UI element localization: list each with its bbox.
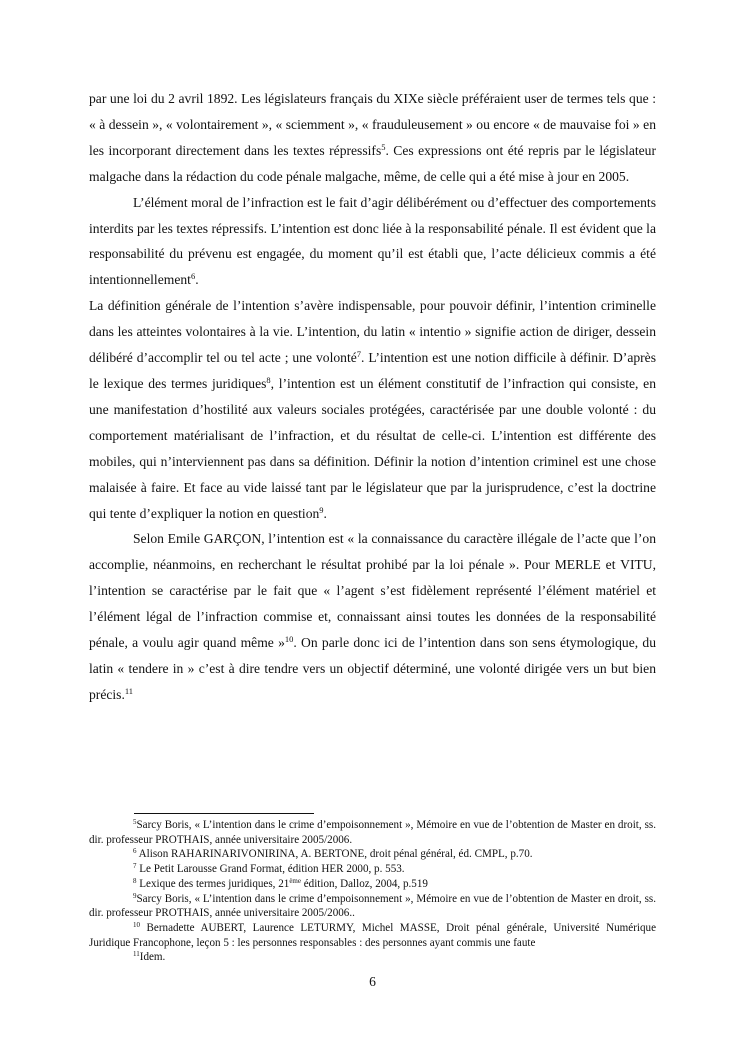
page-number: 6 (369, 974, 376, 989)
footnote (89, 877, 656, 892)
text-run: Bernadette AUBERT, Laurence LETURMY, Michel MASSE, Droit pénal générale, Université Numérique Juridique Francophone, leçon 5 : les personnes responsables : des personnes ayant commis une faute (89, 921, 656, 949)
footnote (89, 862, 656, 877)
footnote (89, 921, 656, 950)
text-run: . (195, 272, 199, 288)
text-run: édition, Dalloz, 2004, p.519 (300, 877, 428, 890)
text-run: La définition générale de l’intention s’avère indispensable, pour pouvoir définir, l’intention criminelle dans les atteintes volontaires à la vie. L’intention, du latin « intentio » signifie action de diriger, dessein délibéré d’accomplir tel ou tel acte ; une volonté (89, 298, 656, 366)
footnote (89, 847, 656, 862)
body-text (89, 86, 656, 708)
footnote-marker: 5 (381, 141, 386, 152)
text-run: . (323, 505, 327, 521)
footnote-marker: ème (289, 876, 301, 885)
text-run: Lexique des termes juridiques, 21 (136, 877, 290, 890)
text-run: Idem. (139, 951, 166, 964)
text-run: . On parle donc ici de l’intention dans son sens étymologique, du latin « tendere in » c’est à dire tendre vers un objectif déterminé, une volonté dirigée vers un but bien précis. (89, 635, 656, 702)
footnote-marker: 6 (190, 271, 196, 282)
text-run: Selon Emile GARÇON, l’intention est « la connaissance du caractère illégale de l’acte que l’on accomplie, néanmoins, en recherchant le résultat prohibé par la loi pénale ». Pour MERLE et VITU, l’intention se caractérise par le fait que « l’agent s’est fidèlement représenté l’élément matériel et l’élément légal de l’infraction commise et, connaissant ainsi toutes les données de la responsabilité pénale, a voulu agir quand même » (89, 531, 656, 651)
footnote-marker: 10 (133, 920, 140, 929)
paragraph (89, 526, 656, 707)
footnote-marker: 7 (133, 862, 137, 871)
footnote-marker: 10 (284, 634, 294, 645)
text-run: . Ces expressions ont été repris par le législateur malgache dans la rédaction du code pénale malgache, même, de celle qui a été mise à jour en 2005. (89, 142, 656, 184)
paragraph (89, 86, 656, 190)
text-run: L’élément moral de l’infraction est le fait d’agir délibérément ou d’effectuer des comportements interdits par les textes répressifs. L’intention est donc liée à la responsabilité pénale. Il est évident que la responsabilité du prévenu est engagée, du moment qu’il est établi que, l’acte délicieux commis a été intentionnellement (89, 194, 656, 288)
footnote-marker: 8 (133, 876, 137, 885)
text-run: Alison RAHARINARIVONIRINA, A. BERTONE, droit pénal général, éd. CMPL, p.70. (136, 848, 533, 861)
text-run: Le Petit Larousse Grand Format, édition HER 2000, p. 553. (136, 863, 405, 876)
footnote-marker: 6 (133, 847, 137, 856)
text-run: Sarcy Boris, « L’intention dans le crime d’empoisonnement », Mémoire en vue de l’obtention de Master en droit, ss. dir. professeur PROTHAIS, année universitaire 2005/2006.. (89, 892, 656, 920)
footnote-marker: 9 (133, 891, 137, 900)
paragraph (89, 190, 656, 294)
footnote (89, 818, 656, 847)
footnote (89, 892, 656, 921)
text-run: , l’intention est un élément constitutif de l’infraction qui consiste, en une manifestation d’hostilité aux valeurs sociales protégées, caractérisée par une double volonté : du comportement matérialisant de l’infraction, et du résultat de celle-ci. L’intention est différente des mobiles, qui n’interviennent pas dans sa définition. Définir la notion d’intention criminel est une chose malaisée à faire. Et face au vide laissé tant par le législateur que par la jurisprudence, c’est la doctrine qui tente d’expliquer la notion en question (89, 375, 656, 521)
text-run: par une loi du 2 avril 1892. Les législateurs français du XIXe siècle préféraient user de termes tels que : « à dessein », « volontairement », « sciemment », « frauduleusement » ou encore « de mauvaise foi » en les incorporant directement dans les textes répressifs (89, 91, 656, 158)
footnote-marker: 8 (266, 374, 271, 385)
footnote-separator (134, 813, 314, 814)
footnote-marker: 7 (356, 349, 362, 360)
paragraph (89, 293, 656, 526)
footnote-marker: 5 (133, 818, 137, 826)
footnote-marker: 9 (319, 504, 324, 515)
footnotes (89, 818, 656, 965)
footnote-marker: 11 (124, 685, 134, 696)
footnote (89, 950, 656, 965)
text-run: Sarcy Boris, « L’intention dans le crime d’empoisonnement », Mémoire en vue de l’obtention de Master en droit, ss. dir. professeur PROTHAIS, année universitaire 2005/2006. (89, 819, 656, 846)
footnote-marker: 11 (133, 950, 140, 959)
text-run: . L’intention est une notion difficile à définir. D’après le lexique des termes juridiques (89, 350, 656, 391)
